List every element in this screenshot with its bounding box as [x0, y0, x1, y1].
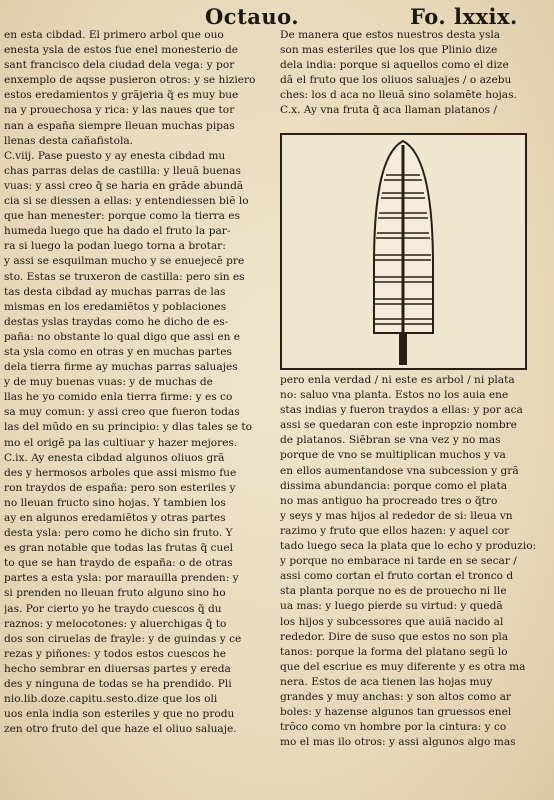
text-line: que han menester: porque como la tierra es — [4, 210, 241, 223]
text-line: sta planta porque no es de prouecho ni lle — [280, 585, 507, 598]
text-line: y de muy buenas vuas: y de muchas de — [4, 376, 213, 389]
text-line: enxemplo de aqsse pusieron otros: y se hiziero — [4, 74, 256, 87]
text-line: C.x. Ay vna fruta q̃ aca llaman platanos / — [280, 104, 497, 117]
text-line: assi como cortan el fruto cortan el tronco d — [280, 570, 514, 583]
text-line: nan a españa siempre lleuan muchas pipas — [4, 119, 235, 132]
text-line: to que se han traydo de españa: o de otras — [4, 557, 233, 570]
text-line: es gran notable que todas las frutas q̃ cuel — [4, 542, 234, 555]
text-line: destas yslas traydas como he dicho de es- — [4, 315, 229, 328]
text-line: sto. Estas se truxeron de castilla: pero sin es — [4, 270, 245, 283]
text-line: cia si se diessen a ellas: y entendiessen biẽ lo — [4, 195, 249, 208]
text-line: razimo y fruto que ellos hazen: y aquel cor — [280, 524, 510, 537]
text-line: ron traydos de españa: pero son esteriles y — [4, 481, 236, 494]
text-line: no lleuan fructo sino hojas. Y tambien los — [4, 496, 226, 509]
left-text-column — [4, 28, 272, 737]
text-line: rezas y piñones: y todos estos cuescos he — [4, 647, 226, 660]
header-book-title: Octauo. — [205, 4, 300, 29]
text-line: no: saluo vna planta. Estos no los auia ene — [280, 389, 509, 402]
text-line: chas parras delas de castilla: y lleuã buenas — [4, 164, 241, 177]
text-line: des y ninguna de todas se ha prendido. Pli — [4, 678, 232, 691]
text-line: porque de vno se multiplican muchos y va — [280, 449, 506, 462]
text-line: grandes y muy anchas: y son altos como ar — [280, 690, 511, 703]
text-line: mo el origẽ pa las cultiuar y hazer mejores. — [4, 436, 238, 449]
text-line: mismas en los eredamiẽtos y poblaciones — [4, 300, 227, 313]
text-line: ay en algunos eredamiẽtos y otras partes — [4, 512, 226, 524]
text-line: en ellos aumentandose vna subcession y grã — [280, 464, 519, 477]
header-folio-number: Fo. lxxix. — [410, 4, 518, 29]
text-line: ches: los d aca no lleuã sino solamẽte hojas. — [280, 89, 517, 102]
text-line: dela india: porque si aquellos como el dize — [280, 59, 509, 72]
text-line: paña: no obstante lo qual digo que assi en e — [4, 330, 241, 343]
text-line: partes a esta ysla: por marauilla prenden: y — [4, 572, 239, 585]
text-line: sa muy comun: y assi creo que fueron todas — [4, 406, 240, 419]
text-line: y assi se esquilman mucho y se enuejecẽ pre — [4, 255, 245, 268]
text-line: sta ysla como en otras y en muchas partes — [4, 345, 232, 358]
text-line: rededor. Dire de suso que estos no son pla — [280, 630, 509, 643]
text-line: raznos: y melocotones: y aluerchigas q̃ to — [4, 617, 227, 630]
text-line: los hijos y subcessores que auiã nacido al — [280, 615, 504, 628]
text-line: las del mũdo en su principio: y dlas tales se to — [4, 421, 253, 434]
text-line: dela tierra firme ay muchas parras saluajes — [4, 361, 238, 374]
text-line: pero enla verdad / ni este es arbol / ni plata — [280, 374, 515, 386]
text-line: y seys y mas hijos al rededor de si: lleua vn — [280, 509, 513, 522]
text-line: nera. Estos de aca tienen las hojas muy — [280, 675, 493, 688]
text-line: uos enla india son esteriles y que no produ — [4, 708, 235, 721]
text-line: dissima abundancia: porque como el plata — [280, 479, 508, 492]
text-line: llenas desta cañafistola. — [4, 134, 134, 147]
text-line: dos son ciruelas de frayle: y de guindas y ce — [4, 632, 242, 645]
text-line: stas indias y fueron traydos a ellas: y por aca — [280, 404, 523, 417]
text-line: que del escriue es muy diferente y es otra ma — [280, 660, 526, 673]
text-line: hecho sembrar en diuersas partes y ereda — [4, 662, 231, 675]
text-line: boles: y hazense algunos tan gruessos enel — [280, 706, 512, 719]
text-line: zen otro fruto del que haze el oliuo saluaje. — [4, 723, 237, 736]
text-line: nio.lib.doze.capitu.sesto.dize que los oli — [4, 693, 218, 706]
text-line: estos eredamientos y grãjeria q̃ es muy bue — [4, 89, 239, 102]
text-line: en esta cibdad. El primero arbol que ouo — [4, 29, 224, 41]
text-line: ua mas: y luego pierde su virtud: y quedã — [280, 600, 503, 613]
text-line: C.viij. Pase puesto y ay enesta cibdad mu — [4, 149, 226, 162]
text-line: trõco como vn hombre por la cintura: y co — [280, 721, 507, 734]
text-line: C.ix. Ay enesta cibdad algunos oliuos grã — [4, 451, 225, 464]
text-line: ra si luego la podan luego torna a brotar: — [4, 240, 226, 253]
text-line: assi se quedaran con este inpropzio nombre — [280, 419, 517, 432]
text-line: no mas antiguo ha procreado tres o q̃tro — [280, 494, 498, 507]
text-line: tado luego seca la plata que lo echo y produzio: — [280, 540, 537, 553]
text-line: vuas: y assi creo q̃ se haria en grãde abundã — [4, 179, 244, 192]
text-line: desta ysla: pero como he dicho sin fruto. Y — [4, 527, 233, 540]
text-line: na y prouechosa y rica: y las naues que tor — [4, 104, 235, 117]
text-line: son mas esteriles que los que Plinio dize — [280, 44, 498, 57]
banana-leaf-icon — [282, 135, 525, 368]
text-line: si prenden no lleuan fruto alguno sino ho — [4, 587, 226, 600]
text-line: enesta ysla de estos fue enel monesterio de — [4, 44, 239, 57]
text-line: des y hermosos arboles que assi mismo fue — [4, 466, 237, 479]
right-text-column-bottom — [280, 373, 548, 750]
text-line: humeda luego que ha dado el fruto la par- — [4, 225, 231, 238]
text-line: y porque no embarace ni tarde en se secar / — [280, 555, 517, 568]
text-line: llas he yo comido enla tierra firme: y es co — [4, 391, 233, 404]
text-line: de platanos. Siẽbran se vna vez y no mas — [280, 434, 501, 447]
woodcut-illustration — [280, 133, 527, 370]
text-line: jas. Por cierto yo he traydo cuescos q̃ du — [4, 602, 222, 615]
text-line: De manera que estos nuestros desta ysla — [280, 29, 501, 41]
text-line: dã el fruto que los oliuos saluajes / o azebu — [280, 74, 512, 87]
text-line: tanos: porque la forma del platano segũ lo — [280, 645, 508, 658]
text-line: sant francisco dela ciudad dela vega: y por — [4, 59, 235, 72]
text-line: mo el mas ilo otros: y assi algunos algo mas — [280, 736, 516, 749]
right-text-column-top — [280, 28, 548, 119]
text-line: tas desta cibdad ay muchas parras de las — [4, 285, 226, 298]
